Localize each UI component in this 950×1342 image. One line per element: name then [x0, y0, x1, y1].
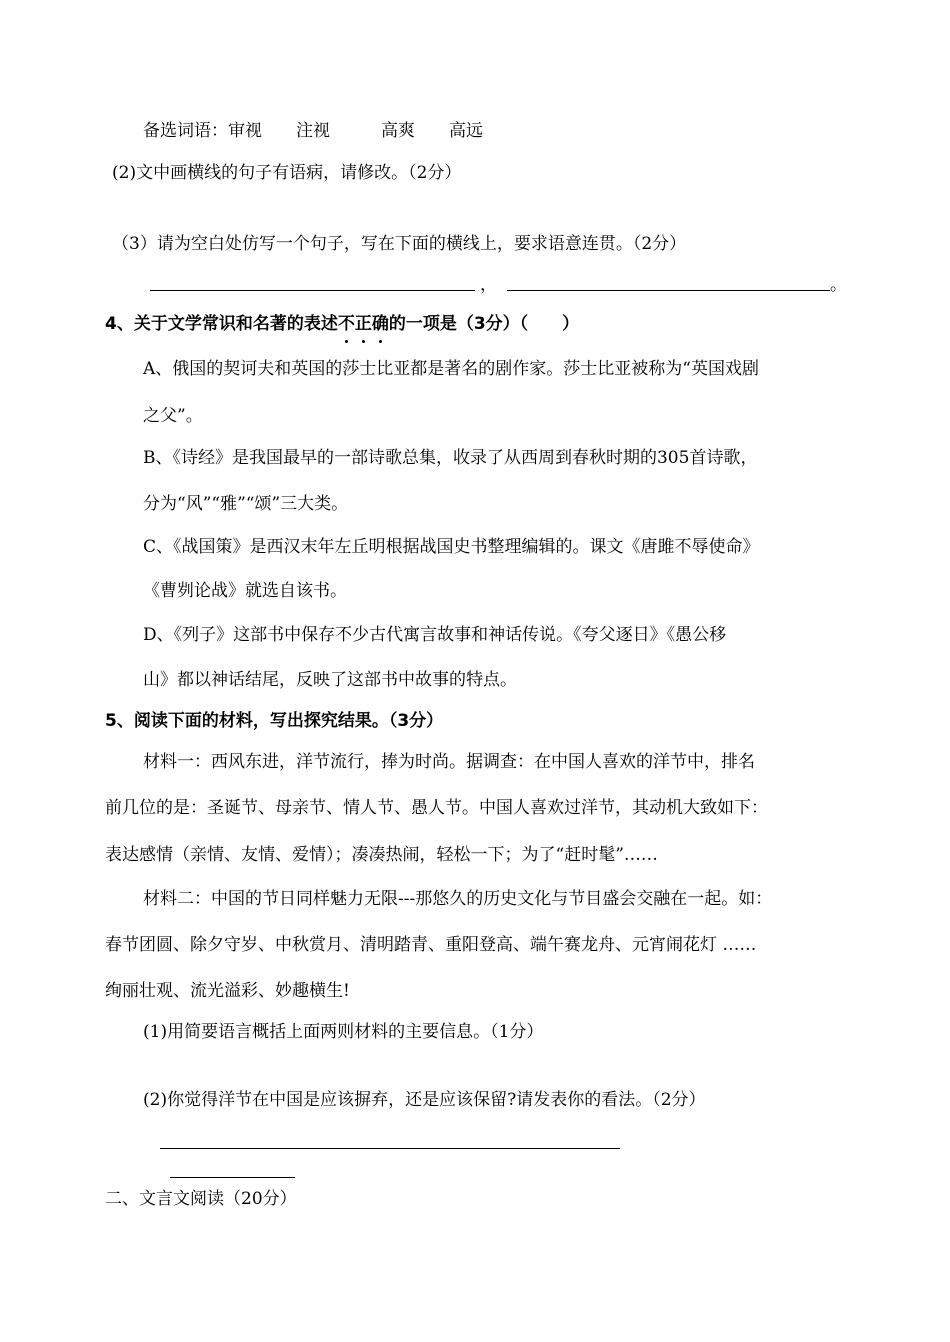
option-d-line-2: 山》都以神话结尾，反映了这部书中故事的特点。: [143, 670, 517, 690]
option-a-line-2: 之父”。: [143, 406, 203, 426]
option-c-line-2: 《曹刿论战》就选自该书。: [143, 581, 347, 601]
title-part: 的一项是（3分）（ ）: [388, 314, 580, 334]
q3-subquestion-3: （3）请为空白处仿写一个句子，写在下面的横线上，要求语意连贯。（2分）: [112, 234, 687, 254]
material-1-line-1: 材料一：西风东进，洋节流行，捧为时尚。据调查：在中国人喜欢的洋节中，排名: [143, 752, 755, 772]
material-2-line-2: 春节团圆、除夕守岁、中秋赏月、清明踏青、重阳登高、端午赛龙舟、元宵闹花灯 ……: [105, 935, 757, 955]
candidate-words: 备选词语：审视 注视 高爽 高远: [143, 121, 483, 141]
material-2-line-1: 材料二：中国的节日同样魅力无限---那悠久的历史文化与节目盛会交融在一起。如：: [143, 889, 773, 909]
option-a-line-1: A、俄国的契诃夫和英国的莎士比亚都是著名的剧作家。莎士比亚被称为“英国戏剧: [143, 359, 759, 379]
section-2-title: 二、文言文阅读（20分）: [105, 1189, 297, 1209]
answer-line[interactable]: [150, 290, 475, 291]
emphasis-char: 确: [371, 314, 389, 334]
option-b-line-2: 分为“风”“雅”“颂”三大类。: [143, 494, 349, 514]
question-4-title: [105, 313, 579, 335]
material-1-line-2: 前几位的是：圣诞节、母亲节、情人节、愚人节。中国人喜欢过洋节，其动机大致如下：: [105, 798, 768, 818]
comma-mark: ，: [480, 275, 497, 295]
title-part: 4、关于文学常识和名著的表述: [105, 314, 338, 334]
option-c-line-1: C、《战国策》是西汉末年左丘明根据战国史书整理编辑的。课文《唐雎不辱使命》: [143, 537, 760, 557]
option-d-line-1: D、《列子》这部书中保存不少古代寓言故事和神话传说。《夸父逐日》《愚公移: [143, 625, 727, 645]
emphasis-char: 不: [337, 314, 355, 334]
q5-subquestion-2: (2)你觉得洋节在中国是应该摒弃，还是应该保留?请发表你的看法。（2分）: [143, 1090, 706, 1110]
answer-line[interactable]: [170, 1177, 295, 1178]
emphasis-char: 正: [354, 314, 372, 334]
answer-line[interactable]: [507, 290, 830, 291]
option-b-line-1: B、《诗经》是我国最早的一部诗歌总集，收录了从西周到春秋时期的305首诗歌，: [143, 448, 758, 468]
material-2-line-3: 绚丽壮观、流光溢彩、妙趣横生!: [105, 981, 350, 1001]
period-mark: 。: [830, 275, 847, 295]
answer-line[interactable]: [160, 1148, 620, 1149]
question-5-title: 5、阅读下面的材料，写出探究结果。（3分）: [105, 711, 444, 731]
q5-subquestion-1: (1)用简要语言概括上面两则材料的主要信息。（1分）: [143, 1022, 544, 1042]
material-1-line-3: 表达感情（亲情、友情、爱情）；凑凑热闹，轻松一下；为了“赶时髦”……: [105, 845, 658, 865]
q3-subquestion-2: (2)文中画横线的句子有语病，请修改。（2分）: [112, 163, 462, 183]
